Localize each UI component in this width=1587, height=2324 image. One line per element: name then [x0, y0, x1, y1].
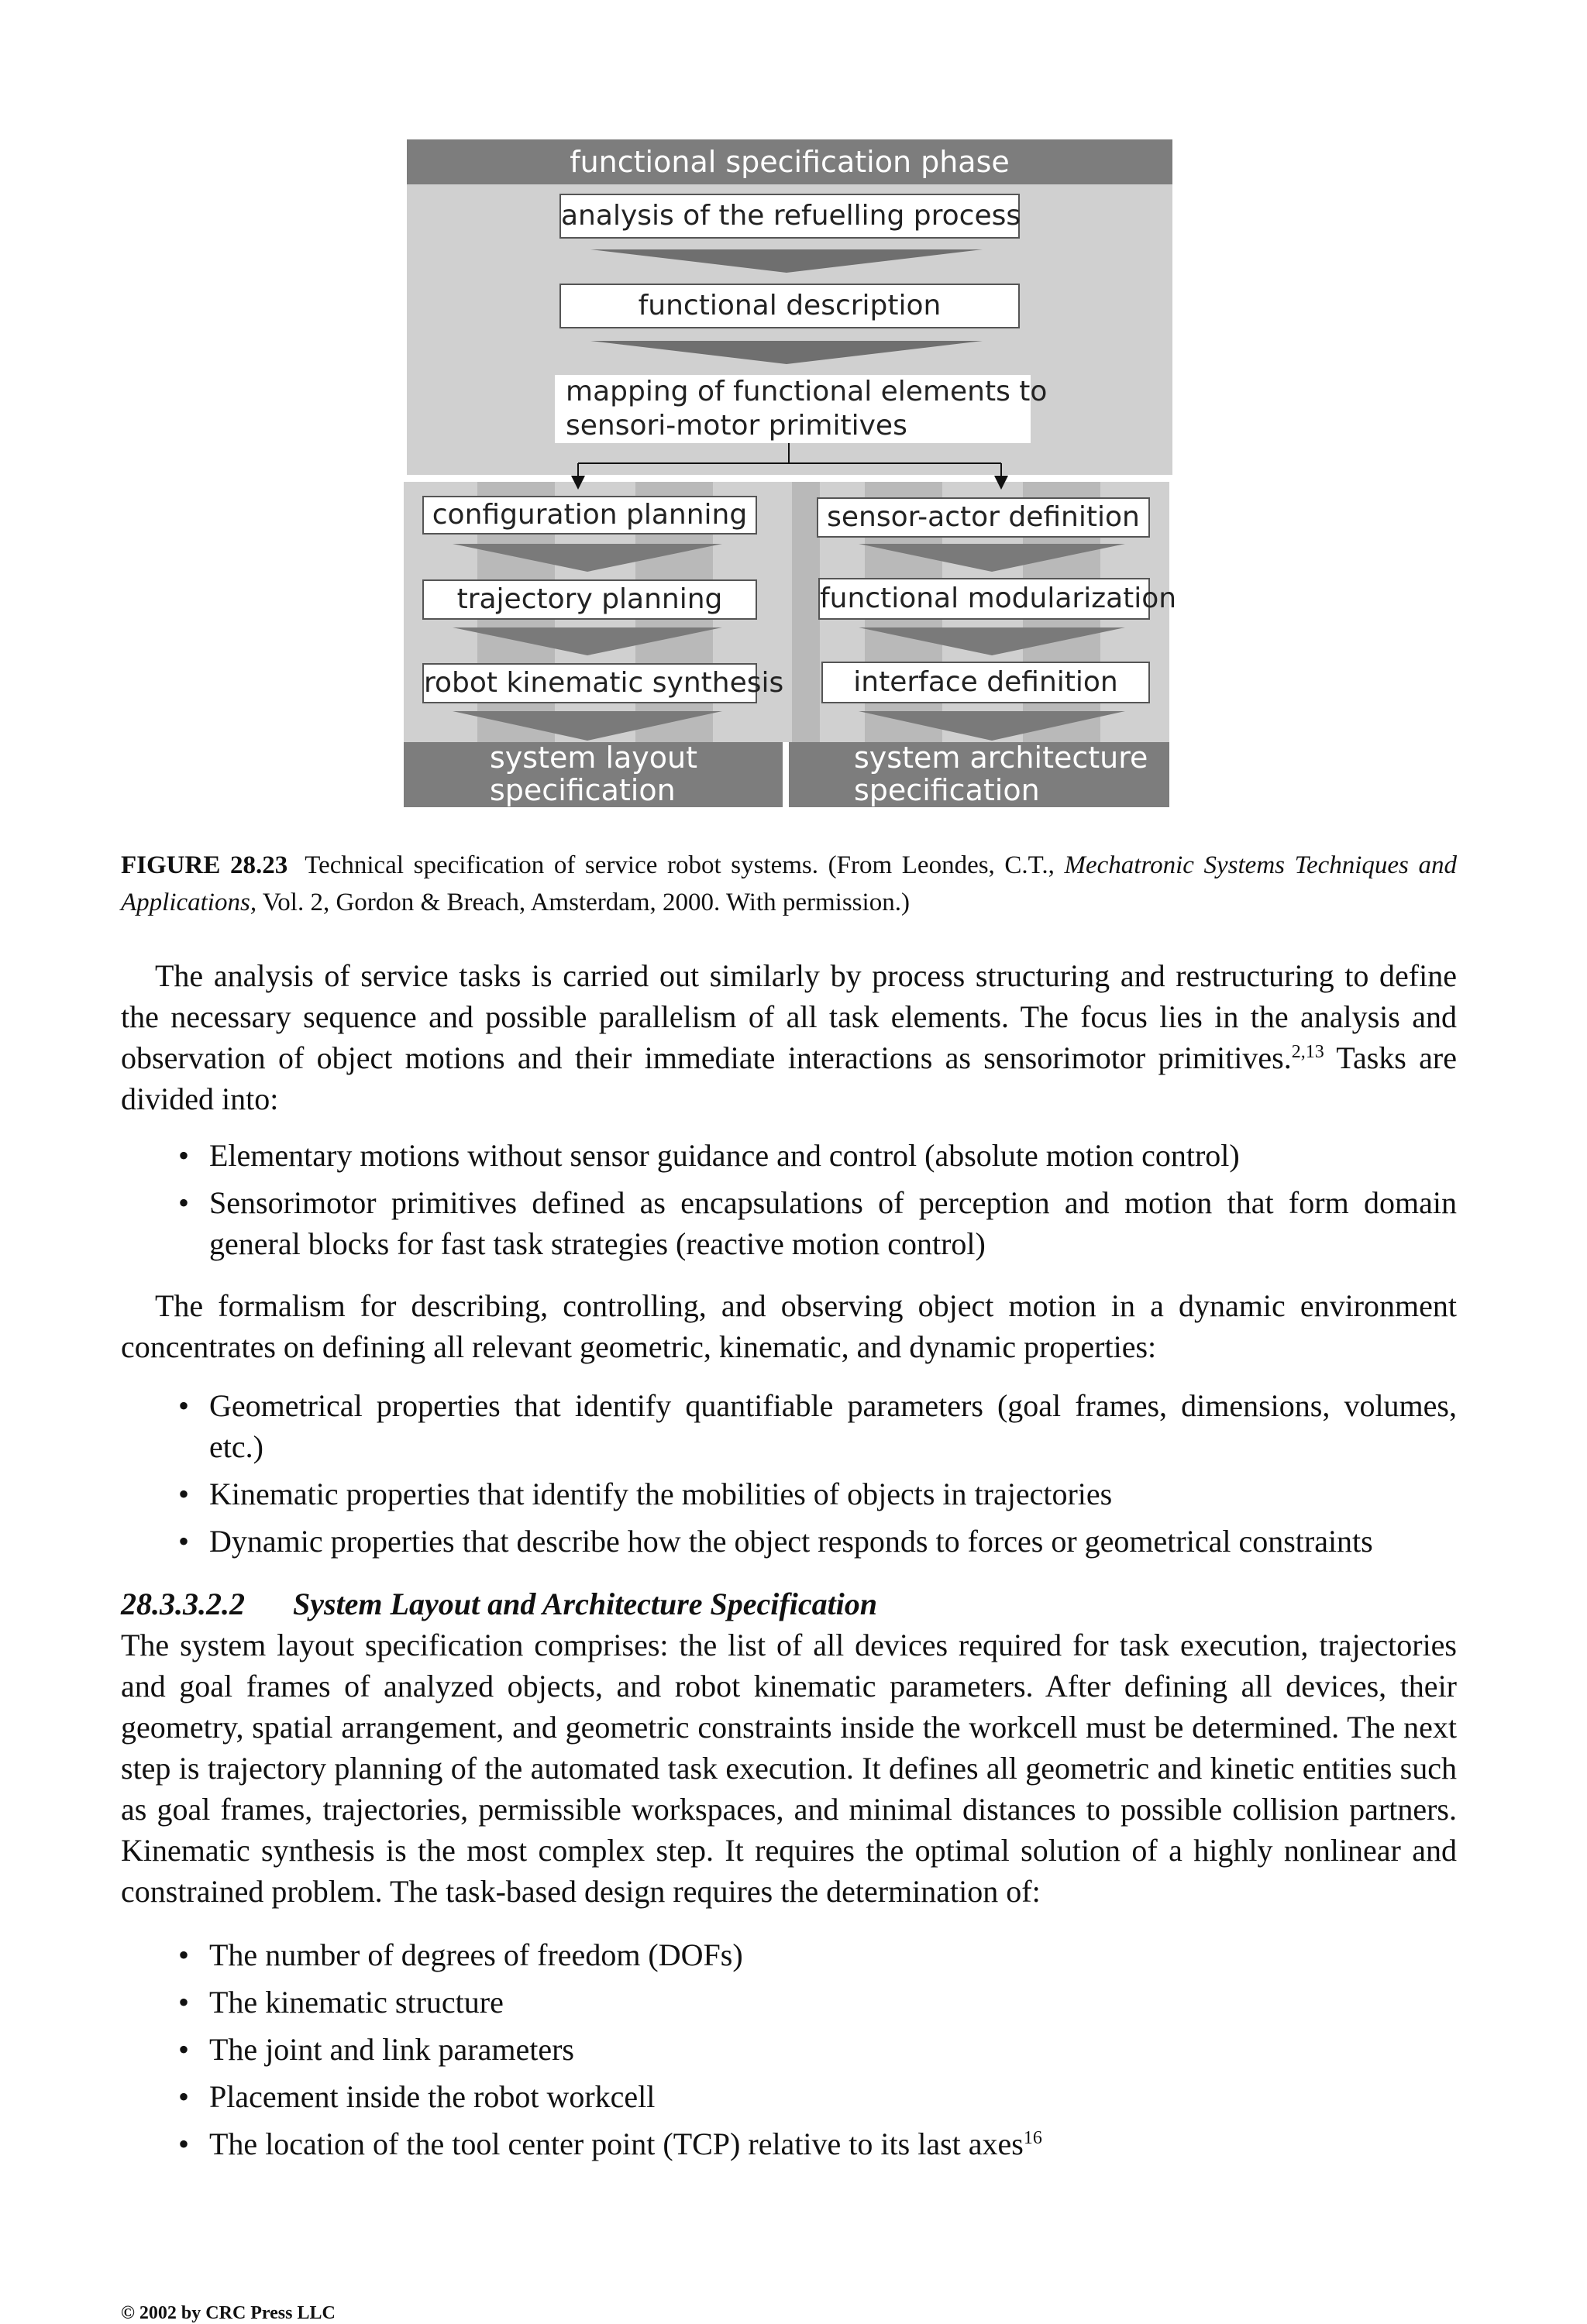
caption-text-before: Technical specification of service robot systems. (From Leondes, C.T., — [305, 851, 1065, 879]
paragraph-1-text-end: Tasks are divided into: — [121, 1040, 1457, 1116]
list-item-text: Geometrical properties that identify quantifiable parameters (goal frames, dimensions, volumes, etc.) — [209, 1388, 1457, 1464]
output-system-architecture — [854, 741, 1148, 806]
body-text-block-1 — [121, 955, 1457, 1119]
phase-title: functional specification phase — [570, 145, 1010, 179]
list-item — [121, 1521, 1457, 1562]
bullet-dot: • — [178, 1985, 190, 2020]
paragraph-1-text: The analysis of service tasks is carried out similarly by process structuring and restructuring to define the necessary sequence and possible parallelism of all task elements. The focus lies in the analysis and observation of object motions and their immediate interactions as sensorimotor primitives. — [121, 958, 1457, 1075]
left-box-configuration-planning: configuration planning — [422, 496, 757, 535]
list-item-text: The kinematic structure — [209, 1985, 504, 2020]
bullet-dot: • — [178, 2079, 190, 2114]
list-item — [121, 1934, 1457, 1975]
paragraph-1-citation: 2,13 — [1291, 1042, 1324, 1062]
bullet-dot: • — [178, 1185, 190, 1220]
paragraph-2: The formalism for describing, controlling, and observing object motion in a dynamic environment concentrates on defining all relevant geometric, kinematic, and dynamic properties: — [121, 1288, 1457, 1364]
copyright-footer: © 2002 by CRC Press LLC — [121, 2303, 336, 2323]
bullet-dot: • — [178, 2032, 190, 2067]
left-box-trajectory-planning: trajectory planning — [422, 579, 757, 620]
caption-book-title: Mechatronic Systems Techniques and Applications, — [121, 851, 1458, 916]
paragraph-1 — [121, 955, 1457, 1119]
list-item-text: The number of degrees of freedom (DOFs) — [209, 1937, 743, 1972]
step-mapping-line1: mapping of functional elements to — [566, 376, 1048, 407]
output-system-layout-line1: system layout — [490, 741, 698, 775]
step-mapping — [555, 375, 1048, 443]
right-box-interface-definition: interface definition — [821, 662, 1150, 703]
section-heading — [121, 1583, 1457, 1624]
bullet-list-2 — [121, 1385, 1457, 1562]
list-item — [121, 2123, 1457, 2164]
output-system-layout-line2: specification — [490, 773, 676, 807]
right-box-functional-modularization: functional modularization — [818, 578, 1150, 620]
output-system-architecture-line2: specification — [854, 773, 1040, 807]
list-item — [121, 1473, 1457, 1514]
list-item — [121, 1385, 1457, 1467]
list-item-text: The location of the tool center point (TCP) relative to its last axes — [209, 2126, 1024, 2161]
output-system-architecture-line1: system architecture — [854, 741, 1148, 775]
list-item-text: Placement inside the robot workcell — [209, 2079, 656, 2114]
bullet-dot: • — [178, 1937, 190, 1972]
figure-28-23 — [0, 0, 1587, 821]
body-text-block-2 — [121, 1285, 1457, 1367]
left-box-robot-kinematic-synthesis: robot kinematic synthesis — [422, 663, 757, 703]
output-divider — [783, 742, 789, 807]
step-mapping-line2: sensori-motor primitives — [566, 410, 907, 442]
list-item — [121, 1982, 1457, 2023]
bullet-dot: • — [178, 1524, 190, 1559]
bullet-dot: • — [178, 1477, 190, 1511]
list-item-text: The joint and link parameters — [209, 2032, 574, 2067]
step-analysis: analysis of the refuelling process — [559, 194, 1020, 239]
list-item-text: Sensorimotor primitives defined as encapsulations of perception and motion that form domain general blocks for fast task strategies (reactive motion control) — [209, 1185, 1457, 1261]
paragraph-3: The system layout specification comprises: the list of all devices required for task execution, trajectories and goal frames of analyzed objects, and robot kinematic parameters. After defining all devices, their geometry, spatial arrangement, and geometric constraints inside the workcell must be determined. The next step is trajectory planning of the automated task execution. It defines all geometric and kinetic entities such as goal frames, trajectories, permissible workspaces, and minimal distances to possible collision partners. Kinematic synthesis is the most complex step. It requires the optimal solution of a highly nonlinear and constrained problem. The task-based design requires the determination of: — [121, 1628, 1457, 1909]
caption-label: FIGURE 28.23 — [121, 851, 288, 879]
list-item — [121, 2029, 1457, 2070]
bullet-dot: • — [178, 1388, 190, 1423]
output-system-layout — [490, 741, 697, 806]
bullet-list-1 — [121, 1135, 1457, 1264]
list-item-text: Dynamic properties that describe how the object responds to forces or geometrical constraints — [209, 1524, 1373, 1559]
list-item — [121, 1182, 1457, 1264]
section-block — [121, 1583, 1457, 1912]
bullet-list-3 — [121, 1934, 1457, 2164]
list-item-citation: 16 — [1023, 2128, 1042, 2148]
list-item — [121, 2076, 1457, 2117]
section-title: System Layout and Architecture Specification — [293, 1587, 878, 1621]
bullet-dot: • — [178, 1138, 190, 1173]
section-number: 28.3.3.2.2 — [121, 1587, 245, 1621]
right-box-sensor-actor-definition: sensor-actor definition — [817, 497, 1150, 538]
list-item-text: Elementary motions without sensor guidance and control (absolute motion control) — [209, 1138, 1240, 1173]
list-item-text: Kinematic properties that identify the mobilities of objects in trajectories — [209, 1477, 1113, 1511]
list-item — [121, 1135, 1457, 1176]
figure-caption — [121, 847, 1457, 921]
caption-text-after: Vol. 2, Gordon & Breach, Amsterdam, 2000. With permission.) — [256, 889, 910, 916]
bullet-dot: • — [178, 2126, 190, 2161]
step-functional-description: functional description — [559, 284, 1020, 328]
stripe-center — [792, 482, 820, 742]
